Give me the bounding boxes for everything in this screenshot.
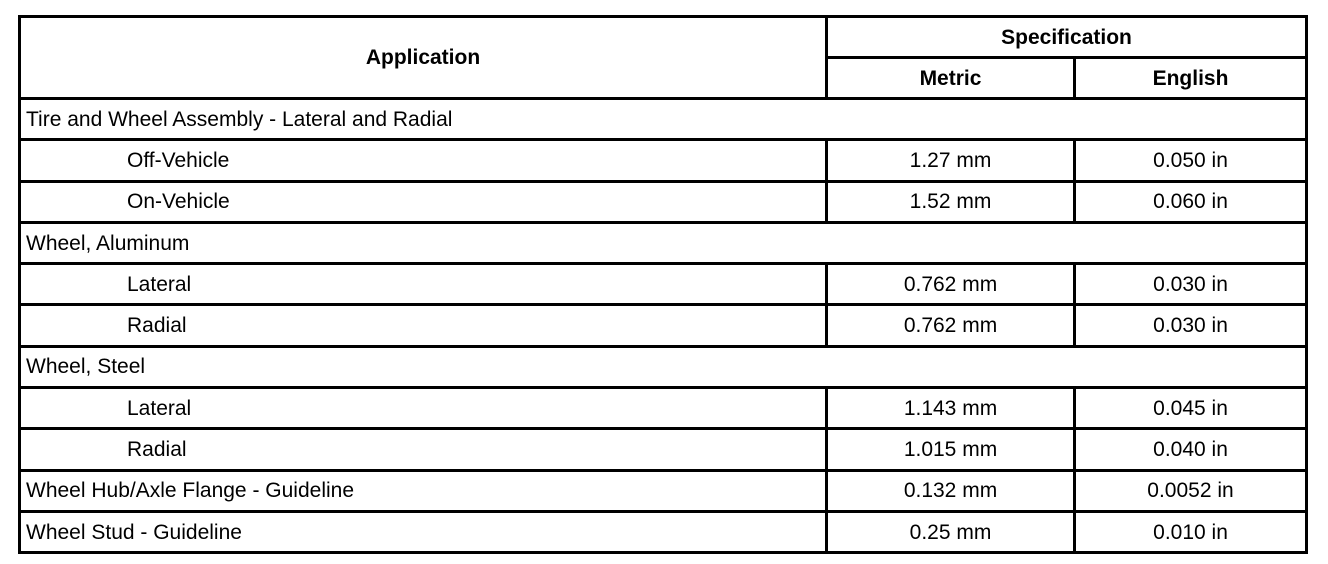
table-row	[20, 264, 1307, 305]
metric-value-cell: 0.132 mm	[827, 470, 1075, 511]
metric-value-cell: 1.27 mm	[827, 140, 1075, 181]
table-row	[20, 429, 1307, 470]
section-label: Tire and Wheel Assembly - Lateral and Radial	[20, 99, 1307, 140]
table-row	[20, 511, 1307, 552]
english-column-header: English	[1075, 58, 1307, 99]
table-row-section	[20, 346, 1307, 387]
english-value-cell: 0.0052 in	[1075, 470, 1307, 511]
application-cell: Radial	[20, 429, 827, 470]
runout-specification-table	[18, 15, 1308, 554]
table-header	[20, 17, 1307, 99]
metric-value-cell: 0.25 mm	[827, 511, 1075, 552]
english-value-cell: 0.060 in	[1075, 181, 1307, 222]
application-cell: Wheel Hub/Axle Flange - Guideline	[20, 470, 827, 511]
application-cell: On-Vehicle	[20, 181, 827, 222]
english-value-cell: 0.030 in	[1075, 264, 1307, 305]
section-label: Wheel, Steel	[20, 346, 1307, 387]
english-value-cell: 0.040 in	[1075, 429, 1307, 470]
english-value-cell: 0.045 in	[1075, 388, 1307, 429]
english-value-cell: 0.010 in	[1075, 511, 1307, 552]
metric-column-header: Metric	[827, 58, 1075, 99]
header-row-top	[20, 17, 1307, 58]
application-cell: Lateral	[20, 264, 827, 305]
metric-value-cell: 1.015 mm	[827, 429, 1075, 470]
table-row	[20, 470, 1307, 511]
table-row	[20, 140, 1307, 181]
section-label: Wheel, Aluminum	[20, 222, 1307, 263]
metric-value-cell: 0.762 mm	[827, 305, 1075, 346]
metric-value-cell: 1.52 mm	[827, 181, 1075, 222]
application-cell: Wheel Stud - Guideline	[20, 511, 827, 552]
english-value-cell: 0.050 in	[1075, 140, 1307, 181]
table-row-section	[20, 99, 1307, 140]
table-row	[20, 388, 1307, 429]
specification-group-header: Specification	[827, 17, 1307, 58]
application-column-header: Application	[20, 17, 827, 99]
table-row	[20, 181, 1307, 222]
table-row	[20, 305, 1307, 346]
application-cell: Radial	[20, 305, 827, 346]
table-body	[20, 99, 1307, 553]
table-row-section	[20, 222, 1307, 263]
application-cell: Off-Vehicle	[20, 140, 827, 181]
application-cell: Lateral	[20, 388, 827, 429]
english-value-cell: 0.030 in	[1075, 305, 1307, 346]
metric-value-cell: 1.143 mm	[827, 388, 1075, 429]
metric-value-cell: 0.762 mm	[827, 264, 1075, 305]
